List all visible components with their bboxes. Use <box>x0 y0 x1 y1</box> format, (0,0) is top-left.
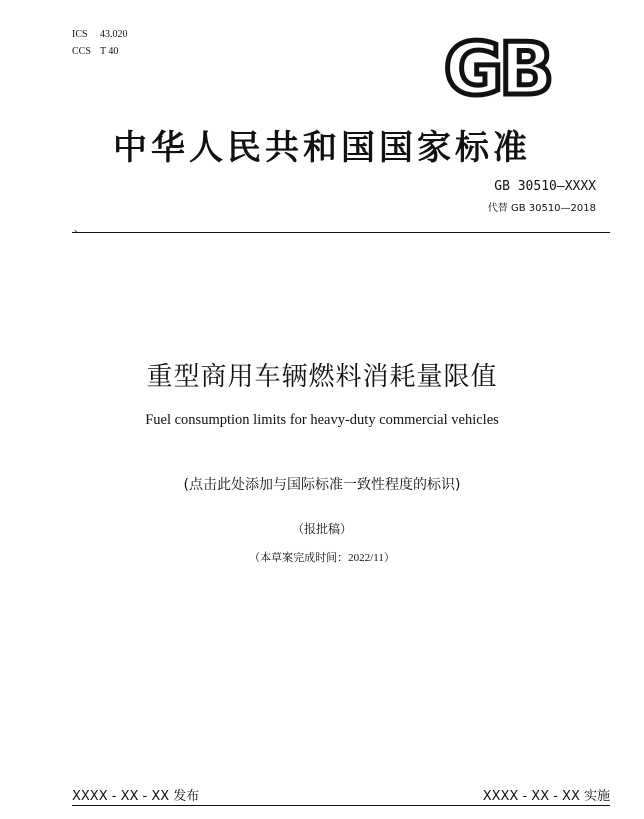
classification-codes <box>72 26 128 60</box>
stray-mark: 、 <box>74 224 84 235</box>
bottom-divider <box>72 805 610 806</box>
ccs-label: CCS <box>72 46 91 57</box>
document-title-en: Fuel consumption limits for heavy-duty commercial vehicles <box>145 412 499 428</box>
document-title-cn: 重型商用车辆燃料消耗量限值 <box>146 362 498 392</box>
ics-code: 43.020 <box>100 29 128 40</box>
top-divider <box>72 232 610 233</box>
draft-date: （本草案完成时间：2022/11） <box>249 552 395 564</box>
ics-row <box>72 26 128 43</box>
implement-date: XXXX - XX - XX 实施 <box>482 789 610 804</box>
publish-date: XXXX - XX - XX 发布 <box>72 789 200 804</box>
gb-logo-text: GB <box>444 32 550 102</box>
ccs-code: T 40 <box>100 46 119 57</box>
replaces-standard: 代替 GB 30510—2018 <box>487 203 596 214</box>
gb-logo <box>430 32 564 102</box>
ccs-row <box>72 43 128 60</box>
issuing-organization: 中华人民共和国国家标准 <box>113 128 531 168</box>
standard-number: GB 30510—XXXX <box>494 179 596 194</box>
ics-label: ICS <box>72 29 88 40</box>
draft-stage: （报批稿） <box>291 522 352 536</box>
consistency-note[interactable]: (点击此处添加与国际标准一致性程度的标识) <box>183 477 461 493</box>
